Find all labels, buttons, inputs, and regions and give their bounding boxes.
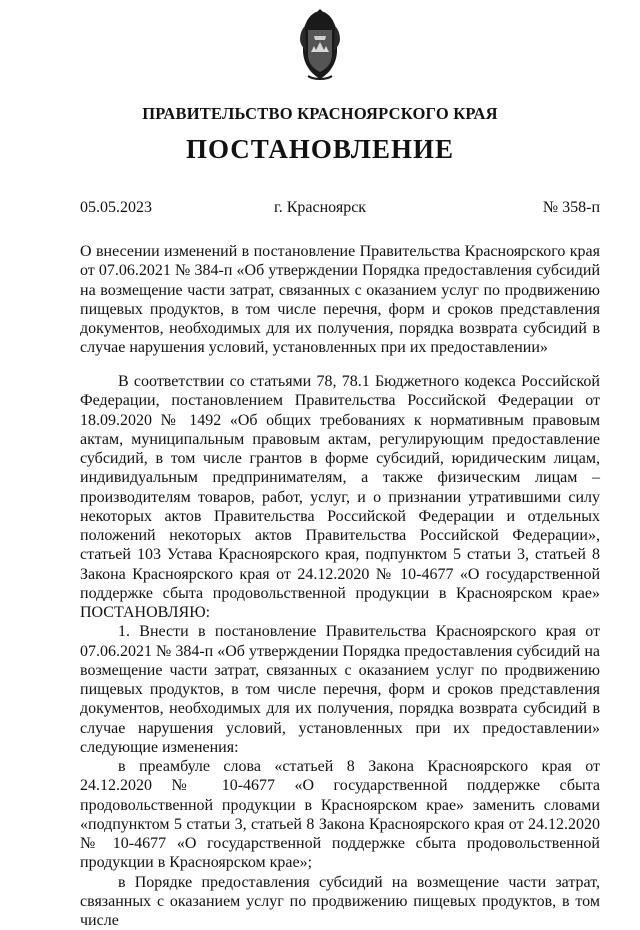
body-paragraph-preamble-change: в преамбуле слова «статьей 8 Закона Красноярского края от 24.12.2020 № 10-4677 «О государственной поддержке сбыта продовольственной продукции в Красноярском крае» заменить словами «подпунктом 5 статьи 3, статьей 8 Закона Красноярского края от 24.12.2020 № 10-4677 «О государственной поддержке сбыта продовольственной продукции в Красноярском крае»; [80,757,600,873]
document-body [80,372,600,930]
document-subject: О внесении изменений в постановление Правительства Красноярского края от 07.06.2021 № 384-п «Об утверждении Порядка предоставления субсидий на возмещение части затрат, связанных с оказанием услуг по продвижению пищевых продуктов, в том числе перечня, форм и сроков представления документов, необходимых для их получения, порядка возврата субсидий в случае нарушения условий, установленных при их предоставлении» [80,242,600,358]
organization-title: ПРАВИТЕЛЬСТВО КРАСНОЯРСКОГО КРАЯ [0,104,640,124]
body-paragraph-item-1: 1. Внести в постановление Правительства Красноярского края от 07.06.2021 № 384-п «Об утверждении Порядка предоставления субсидий на возмещение части затрат, связанных с оказанием услуг по продвижению пищевых продуктов, в том числе перечня, форм и сроков представления документов, необходимых для их получения, порядка возврата субсидий в случае нарушения условий, установленных при их предоставлении» следующие изменения: [80,622,600,757]
document-number: № 358-п [543,199,600,217]
document-date: 05.05.2023 [80,199,152,217]
document-city: г. Красноярск [0,199,640,217]
body-paragraph-preamble: В соответствии со статьями 78, 78.1 Бюджетного кодекса Российской Федерации, постановлением Правительства Российской Федерации от 18.09.2020 № 1492 «Об общих требованиях к нормативным правовым актам, муниципальным правовым актам, регулирующим предоставление субсидий, в том числе грантов в форме субсидий, юридическим лицам, индивидуальным предпринимателям, а также физическим лицам – производителям товаров, работ, услуг, и о признании утратившими силу некоторых актов Правительства Российской Федерации и отдельных положений некоторых актов Правительства Российской Федерации», статьей 103 Устава Красноярского края, подпунктом 5 статьи 3, статьей 8 Закона Красноярского края от 24.12.2020 № 10-4677 «О государственной поддержке сбыта продовольственной продукции в Красноярском крае» ПОСТАНОВЛЯЮ: [80,372,600,622]
body-paragraph-procedure-change: в Порядке предоставления субсидий на возмещение части затрат, связанных с оказанием услуг по продвижению пищевых продуктов, в том числе [80,873,600,930]
document-type-title: ПОСТАНОВЛЕНИЕ [0,134,640,165]
coat-of-arms-icon [298,6,342,82]
